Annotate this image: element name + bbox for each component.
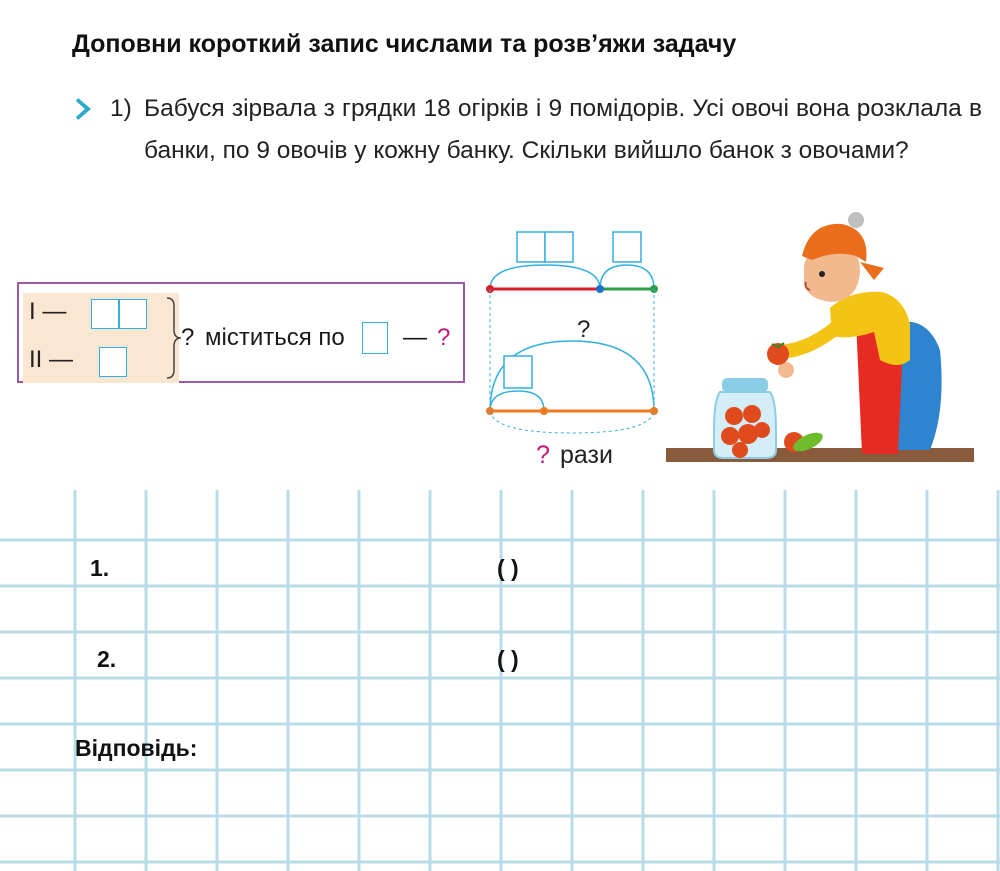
row1-digit-cell-1[interactable] (91, 299, 119, 329)
grandma-illustration (660, 210, 980, 470)
diagram-cell-1[interactable] (517, 232, 545, 262)
top-arc-red (490, 265, 600, 289)
task-number: 1) (110, 95, 132, 122)
diagram-bottom-question: ? (536, 441, 550, 469)
step-1-parentheses[interactable]: ( ) (497, 555, 519, 581)
step-2-label: 2. (97, 646, 117, 672)
diagram-question-mark: ? (577, 316, 591, 343)
segment-diagram (480, 225, 670, 475)
diagram-cell-4[interactable] (504, 356, 532, 388)
record-final-question: ? (437, 324, 451, 351)
table-surface (666, 448, 974, 462)
row1-digit-cell-2[interactable] (119, 299, 147, 329)
per-jar-cell[interactable] (362, 322, 388, 354)
diagram-bottom-word: рази (560, 441, 613, 469)
short-record-box (17, 282, 465, 383)
row2-digit-cell[interactable] (99, 347, 127, 377)
record-phrase: міститься по (205, 324, 345, 351)
row2-label: II — (29, 346, 74, 373)
row1-label: I — (29, 298, 67, 325)
record-dash: — (403, 324, 427, 351)
chevron-right-icon (74, 96, 96, 122)
jar-icon (714, 378, 776, 458)
diagram-cell-2[interactable] (545, 232, 573, 262)
task-text: Бабуся зірвала з грядки 18 огірків і 9 помідорів. Усі овочі вона розклала в банки, по 9 овочів у кожну банку. Скільки вийшло банок з овочами? (144, 95, 982, 164)
answer-label: Відповідь: (75, 735, 198, 761)
top-arc-green (600, 265, 654, 289)
page-title: Доповни короткий запис числами та розв’яжи задачу (72, 30, 737, 58)
step-1-label: 1. (90, 555, 110, 581)
task-text-block (110, 88, 982, 172)
step-2-parentheses[interactable]: ( ) (497, 646, 519, 672)
diagram-cell-3[interactable] (613, 232, 641, 262)
record-question-mark: ? (181, 324, 195, 351)
grid-paper (0, 490, 1000, 871)
